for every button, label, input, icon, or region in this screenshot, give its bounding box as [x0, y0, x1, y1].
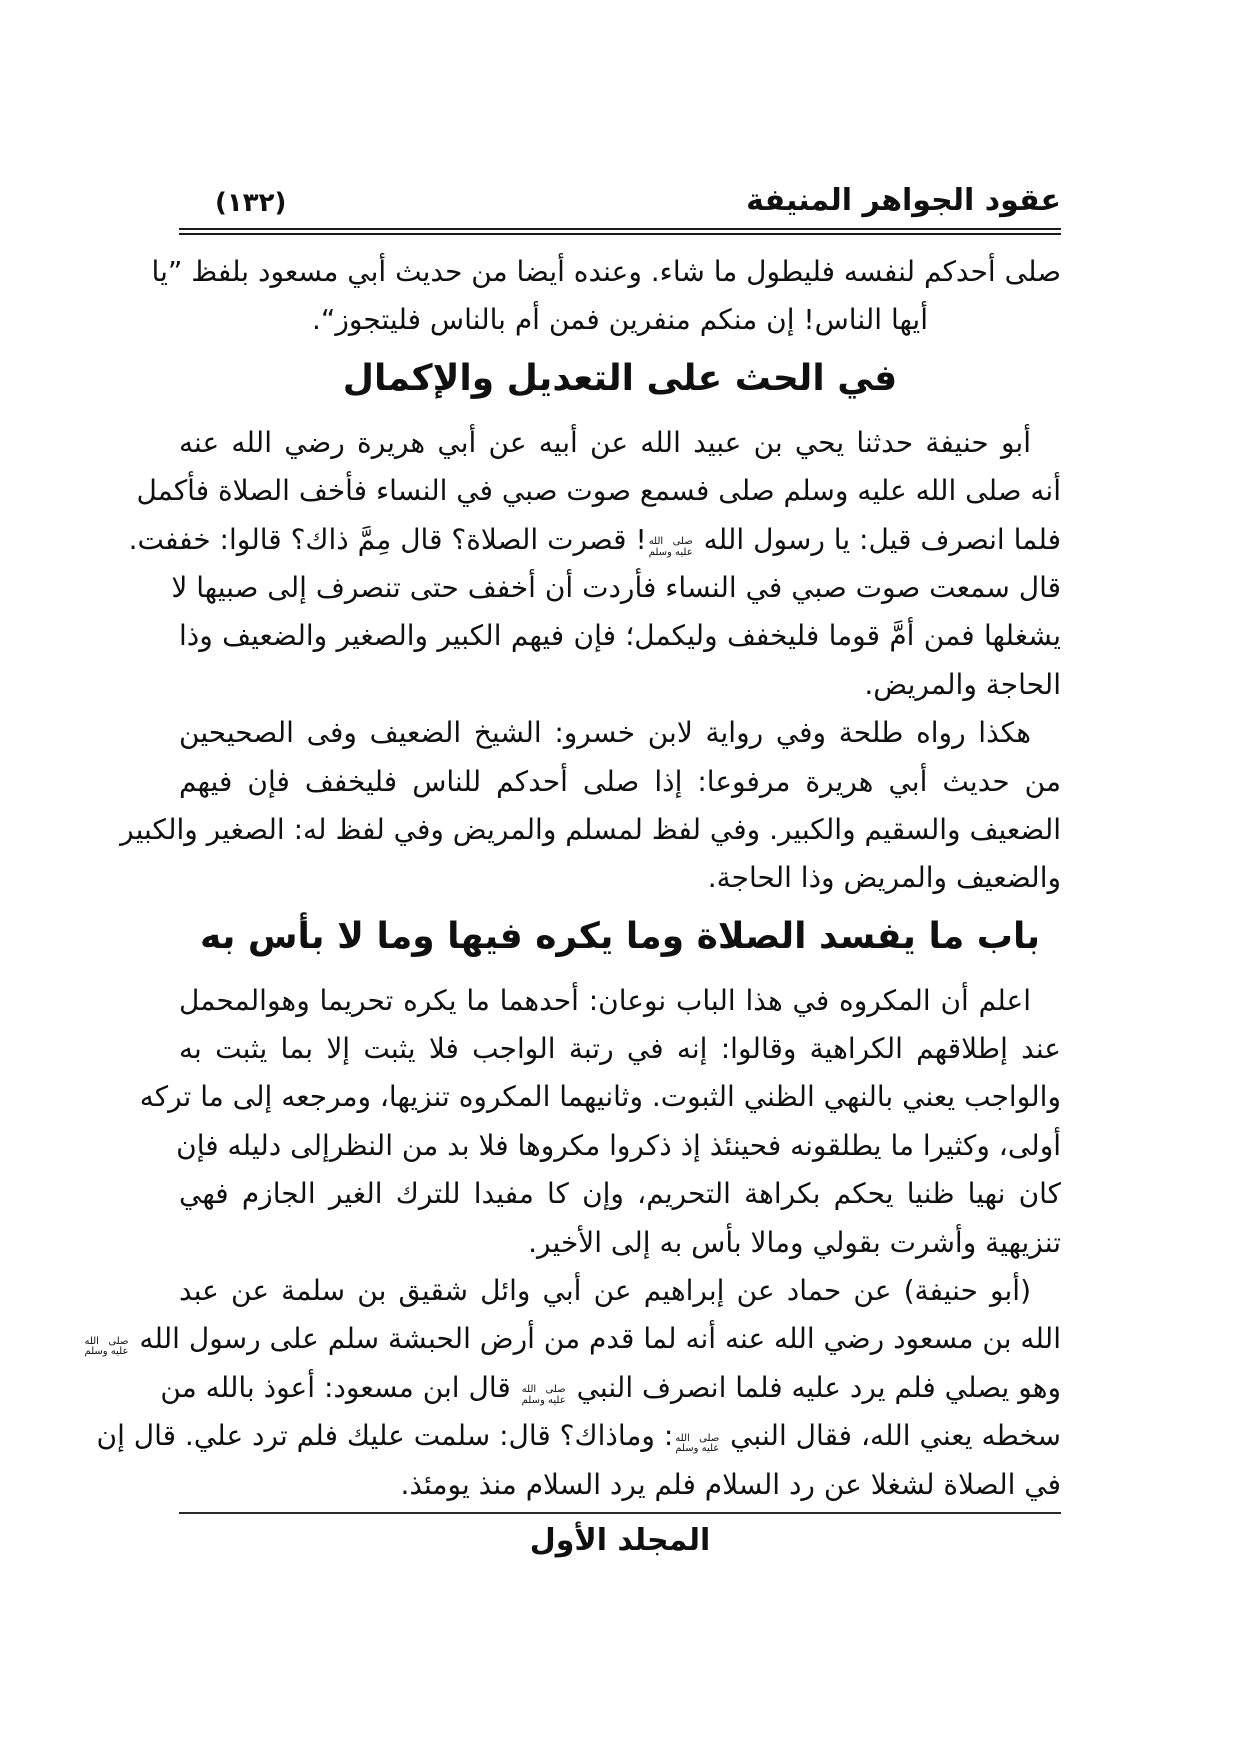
paragraph [139, 977, 1061, 1267]
paragraph [120, 709, 1061, 903]
text-line: أيها الناس! إن منكم منفرين فمن أم بالناس فليتجوز“. [312, 303, 928, 337]
text-line: كان نهيا ظنيا يحكم بكراهة التحريم، وإن كا مفيدا للترك الغير الجازم فهي [179, 1177, 1061, 1211]
text-line: سخطه يعني الله، فقال النبي صلى الله عليه وسلم : وماذاك؟ قال: سلمت عليك فلم ترد علي. قال إن [96, 1419, 1061, 1455]
text-line: (أبو حنيفة) عن حماد عن إبراهيم عن أبي وائل شقيق بن سلمة عن عبد [179, 1274, 1031, 1308]
text-line: الله بن مسعود رضي الله عنه أنه لما قدم من أرض الحبشة سلم على رسول الله صلى الله عليه وسلم [84, 1322, 1061, 1358]
volume-label: المجلد الأول [529, 1522, 711, 1558]
text-line: فلما انصرف قيل: يا رسول الله صلى الله عليه وسلم ! قصرت الصلاة؟ قال مِمَّ ذاك؟ قالوا: خففت. [128, 522, 1061, 558]
text-line: اعلم أن المكروه في هذا الباب نوعان: أحدهما ما يكره تحريما وهوالمحمل [179, 983, 1031, 1017]
text-line: تنزيهية وأشرت بقولي ومالا بأس به إلى الأخير. [528, 1225, 1061, 1259]
text-line: الحاجة والمريض. [864, 667, 1061, 701]
page-content [84, 0, 1061, 1558]
text-line: يشغلها فمن أمَّ قوما فليخفف وليكمل؛ فإن فيهم الكبير والصغير والضعيف وذا [179, 619, 1061, 653]
text-line: أنه صلى الله عليه وسلم صلى فسمع صوت صبي في النساء فأخف الصلاة فأكمل [136, 474, 1061, 508]
saw-honorific-ligature: صلى الله عليه وسلم [84, 1335, 129, 1358]
text-line: والواجب يعني بالنهي الظني الثبوت. وثانيهما المكروه تنزيها، ومرجعه إلى ما تركه [139, 1080, 1061, 1114]
text-line: أبو حنيفة حدثنا يحي بن عبيد الله عن أبيه عن أبي هريرة رضي الله عنه [179, 425, 1031, 459]
text-line: الضعيف والسقيم والكبير. وفي لفظ لمسلم والمريض وفي لفظ له: الصغير والكبير [120, 812, 1061, 846]
paragraph [128, 419, 1061, 709]
paragraph [151, 248, 1061, 345]
header-divider [179, 228, 1061, 235]
page-number: (١٣٢) [215, 188, 287, 218]
text-line: في الصلاة لشغلا عن رد السلام فلم يرد السلام منذ يومئذ. [400, 1467, 1061, 1501]
saw-honorific-ligature: صلى الله عليه وسلم [675, 1432, 720, 1455]
body-text [84, 248, 1061, 1509]
text-line: وهو يصلي فلم يرد عليه فلما انصرف النبي صلى الله عليه وسلم قال ابن مسعود: أعوذ بالله من [160, 1370, 1061, 1406]
section-heading: في الحث على التعديل والإكمال [342, 357, 898, 399]
text-line: هكذا رواه طلحة وفي رواية لابن خسرو: الشيخ الضعيف وفى الصحيحين [179, 716, 1031, 750]
footer-divider [179, 1512, 1061, 1514]
text-line: والضعيف والمريض وذا الحاجة. [707, 861, 1061, 895]
text-line: من حديث أبي هريرة مرفوعا: إذا صلى أحدكم للناس فليخفف فإن فيهم [179, 764, 1061, 798]
paragraph [84, 1267, 1061, 1509]
saw-honorific-ligature: صلى الله عليه وسلم [521, 1384, 566, 1406]
text-line: قال سمعت صوت صبي في النساء فأردت أن أخفف حتى تنصرف إلى صبيها لا [171, 570, 1061, 604]
text-line: أولى، وكثيرا ما يطلقونه فحينئذ إذ ذكروا مكروها فلا بد من النظرإلى دليله فإن [176, 1128, 1061, 1162]
text-line: صلى أحدكم لنفسه فليطول ما شاء. وعنده أيضا من حديث أبي مسعود بلفظ ”يا [151, 255, 1061, 288]
saw-honorific-ligature: صلى الله عليه وسلم [648, 536, 693, 558]
running-header [179, 168, 1061, 218]
text-line: عند إطلاقهم الكراهية وقالوا: إنه في رتبة الواجب فلا يثبت إلا بما يثبت به [179, 1032, 1061, 1066]
book-title: عقود الجواهر المنيفة [746, 183, 1061, 218]
section-heading: باب ما يفسد الصلاة وما يكره فيها وما لا بأس به [199, 915, 1040, 957]
